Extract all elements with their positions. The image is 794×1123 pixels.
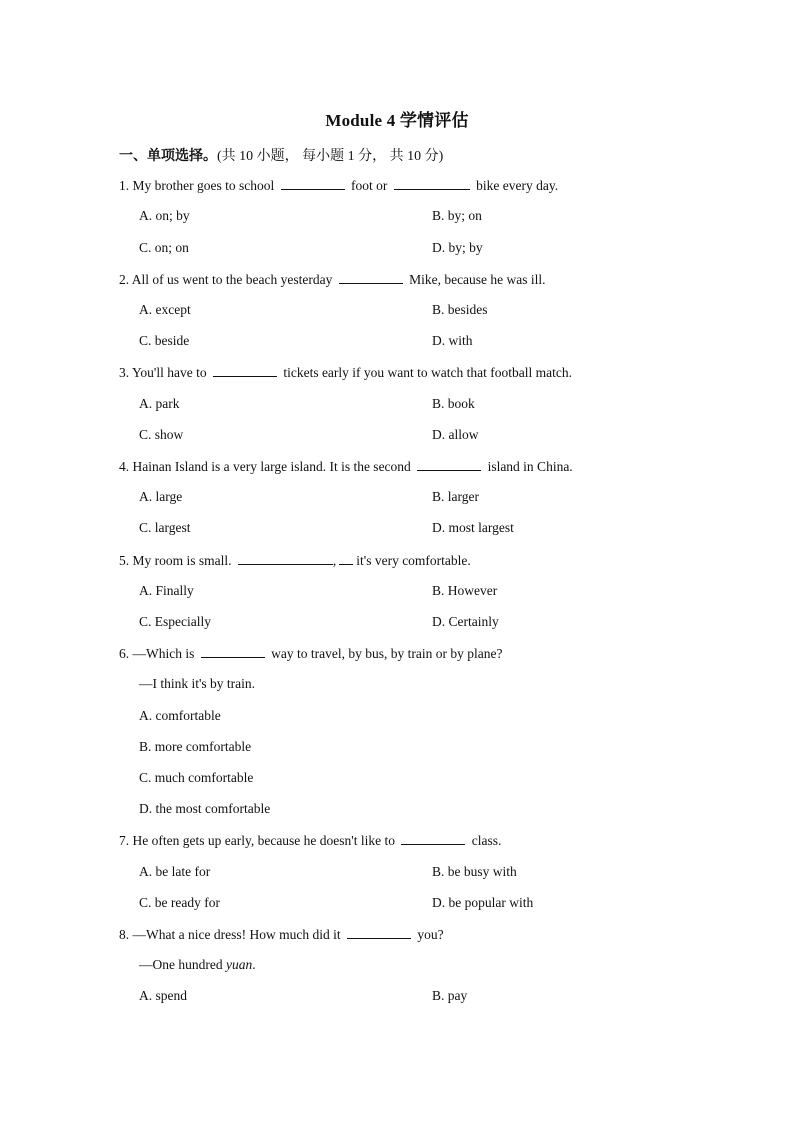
option-c: C. show bbox=[139, 427, 184, 442]
section-heading bbox=[119, 145, 443, 165]
section-note: (共 10 小题， 每小题 1 分， 共 10 分) bbox=[217, 149, 444, 164]
option-a: A. large bbox=[139, 489, 183, 504]
dialogue-reply bbox=[139, 957, 256, 973]
reply-text: —One hundred bbox=[139, 957, 223, 972]
question-7 bbox=[119, 832, 501, 849]
option-d: D. by; by bbox=[432, 240, 483, 255]
option-b: B. more comfortable bbox=[139, 739, 252, 754]
question-text: 4. Hainan Island is a very large island. It is the second bbox=[119, 459, 411, 474]
question-5 bbox=[119, 552, 471, 569]
question-text: 8. —What a nice dress! How much did it bbox=[119, 927, 341, 942]
option-a: A. comfortable bbox=[139, 708, 221, 723]
question-text: way to travel, by bus, by train or by plane? bbox=[271, 646, 503, 661]
question-4 bbox=[119, 458, 573, 475]
question-text: 3. You'll have to bbox=[119, 365, 207, 380]
option-d: D. the most comfortable bbox=[139, 801, 271, 816]
option-c: C. Especially bbox=[139, 614, 211, 629]
question-text: Mike, because he was ill. bbox=[409, 272, 546, 287]
option-c: C. beside bbox=[139, 333, 190, 348]
question-text: island in China. bbox=[487, 459, 573, 474]
option-c: C. on; on bbox=[139, 240, 189, 255]
question-text: , bbox=[332, 553, 337, 568]
question-text: bike every day. bbox=[476, 178, 559, 193]
option-d: D. with bbox=[432, 333, 473, 348]
option-b: B. However bbox=[432, 583, 498, 598]
answer-blank bbox=[213, 364, 277, 377]
question-2 bbox=[119, 271, 546, 288]
question-text: 1. My brother goes to school bbox=[119, 178, 275, 193]
dialogue-reply: —I think it's by train. bbox=[139, 676, 256, 691]
option-d: D. most largest bbox=[432, 520, 514, 535]
section-heading-label: 一、单项选择。 bbox=[119, 149, 217, 164]
answer-blank bbox=[238, 552, 333, 565]
option-a: A. except bbox=[139, 302, 191, 317]
option-d: D. Certainly bbox=[432, 614, 499, 629]
option-b: B. book bbox=[432, 396, 475, 411]
option-a: A. park bbox=[139, 396, 180, 411]
option-b: B. be busy with bbox=[432, 864, 517, 879]
answer-blank bbox=[401, 832, 465, 845]
answer-blank bbox=[281, 177, 345, 190]
question-text: it's very comfortable. bbox=[356, 553, 471, 568]
answer-blank bbox=[339, 271, 403, 284]
question-text: you? bbox=[417, 927, 444, 942]
answer-blank bbox=[201, 645, 265, 658]
option-d: D. be popular with bbox=[432, 895, 534, 910]
option-c: C. largest bbox=[139, 520, 191, 535]
question-text: class. bbox=[471, 833, 502, 848]
answer-blank bbox=[339, 552, 353, 565]
question-6 bbox=[119, 645, 502, 662]
question-1 bbox=[119, 177, 558, 194]
reply-italic-word: yuan bbox=[225, 957, 253, 972]
question-8 bbox=[119, 926, 444, 943]
reply-text: . bbox=[252, 957, 256, 972]
answer-blank bbox=[347, 926, 411, 939]
answer-blank bbox=[394, 177, 470, 190]
option-c: C. much comfortable bbox=[139, 770, 254, 785]
question-text: 2. All of us went to the beach yesterday bbox=[119, 272, 333, 287]
option-a: A. Finally bbox=[139, 583, 194, 598]
option-a: A. be late for bbox=[139, 864, 211, 879]
option-c: C. be ready for bbox=[139, 895, 220, 910]
question-3 bbox=[119, 364, 572, 381]
question-text: 5. My room is small. bbox=[119, 553, 232, 568]
page-title: Module 4 学情评估 bbox=[325, 111, 469, 130]
option-b: B. by; on bbox=[432, 208, 482, 223]
question-text: 6. —Which is bbox=[119, 646, 195, 661]
question-text: foot or bbox=[350, 178, 388, 193]
option-a: A. on; by bbox=[139, 208, 190, 223]
answer-blank bbox=[417, 458, 481, 471]
question-text: tickets early if you want to watch that football match. bbox=[283, 365, 572, 380]
option-b: B. besides bbox=[432, 302, 488, 317]
option-b: B. pay bbox=[432, 988, 468, 1003]
option-b: B. larger bbox=[432, 489, 479, 504]
question-text: 7. He often gets up early, because he doesn't like to bbox=[119, 833, 395, 848]
option-d: D. allow bbox=[432, 427, 479, 442]
option-a: A. spend bbox=[139, 988, 187, 1003]
